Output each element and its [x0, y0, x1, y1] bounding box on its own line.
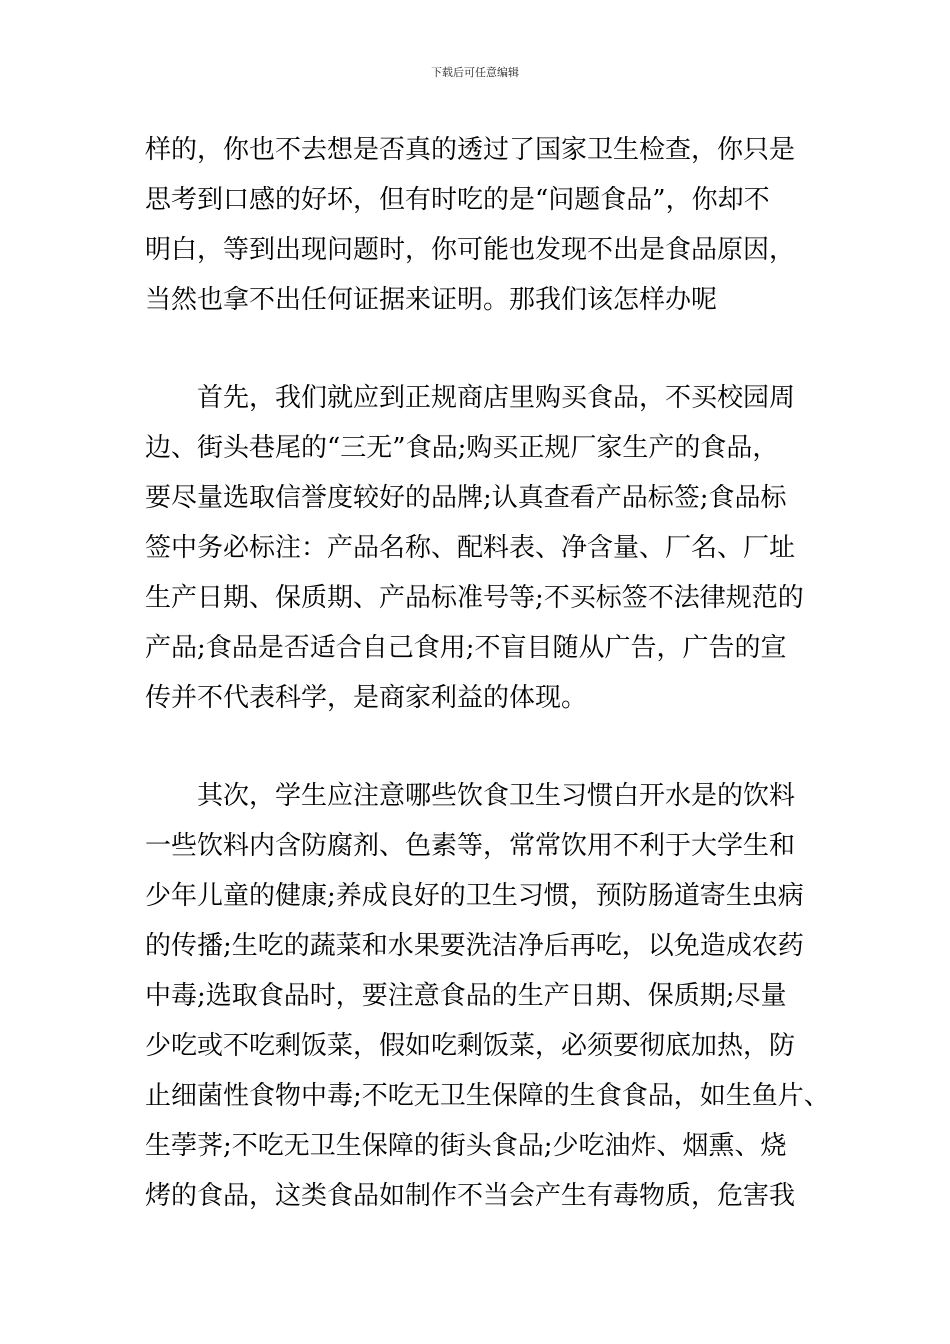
paragraph-2-line-5: 生产日期、保质期、产品标准号等;不买标签不法律规范的 [145, 583, 804, 613]
paragraph-1-line-1: 样的，你也不去想是否真的透过了国家卫生检查，你只是 [145, 135, 796, 165]
paragraph-3-line-4: 的传播;生吃的蔬菜和水果要洗洁净后再吃，以免造成农药 [145, 931, 804, 961]
paragraph-3-line-6: 少吃或不吃剩饭菜，假如吃剩饭菜，必须要彻底加热，防 [145, 1031, 796, 1061]
paragraph-2-line-4: 签中务必标注：产品名称、配料表、净含量、厂名、厂址 [145, 533, 796, 563]
paragraph-3-line-2: 一些饮料内含防腐剂、色素等，常常饮用不利于大学生和 [145, 831, 796, 861]
paragraph-3-line-9: 烤的食品，这类食品如制作不当会产生有毒物质，危害我 [145, 1181, 796, 1211]
paragraph-2-line-1: 首先，我们就应到正规商店里购买食品，不买校园周 [145, 383, 796, 413]
paragraph-2-line-7: 传并不代表科学，是商家利益的体现。 [145, 683, 588, 713]
paragraph-3-line-5: 中毒;选取食品时，要注意食品的生产日期、保质期;尽量 [145, 981, 787, 1011]
paragraph-3-line-1: 其次，学生应注意哪些饮食卫生习惯白开水是的饮料 [145, 781, 796, 811]
paragraph-2-line-2: 边、街头巷尾的“三无”食品;购买正规厂家生产的食品， [145, 433, 779, 463]
page-header: 下载后可任意编辑 [431, 66, 519, 79]
paragraph-1-line-2: 思考到口感的好坏，但有时吃的是“问题食品”，你却不 [145, 185, 770, 215]
paragraph-3-line-8: 生荸荠;不吃无卫生保障的街头食品;少吃油炸、烟熏、烧 [145, 1131, 787, 1161]
paragraph-3-line-3: 少年儿童的健康;养成良好的卫生习惯，预防肠道寄生虫病 [145, 881, 804, 911]
paragraph-1-line-4: 当然也拿不出任何证据来证明。那我们该怎样办呢 [145, 285, 718, 315]
paragraph-2-line-3: 要尽量选取信誉度较好的品牌;认真查看产品标签;食品标 [145, 483, 787, 513]
paragraph-2-line-6: 产品;食品是否适合自己食用;不盲目随从广告，广告的宣 [145, 633, 787, 663]
paragraph-1-line-3: 明白，等到出现问题时，你可能也发现不出是食品原因， [145, 235, 796, 265]
paragraph-3-line-7: 止细菌性食物中毒;不吃无卫生保障的生食食品，如生鱼片、 [145, 1081, 830, 1111]
